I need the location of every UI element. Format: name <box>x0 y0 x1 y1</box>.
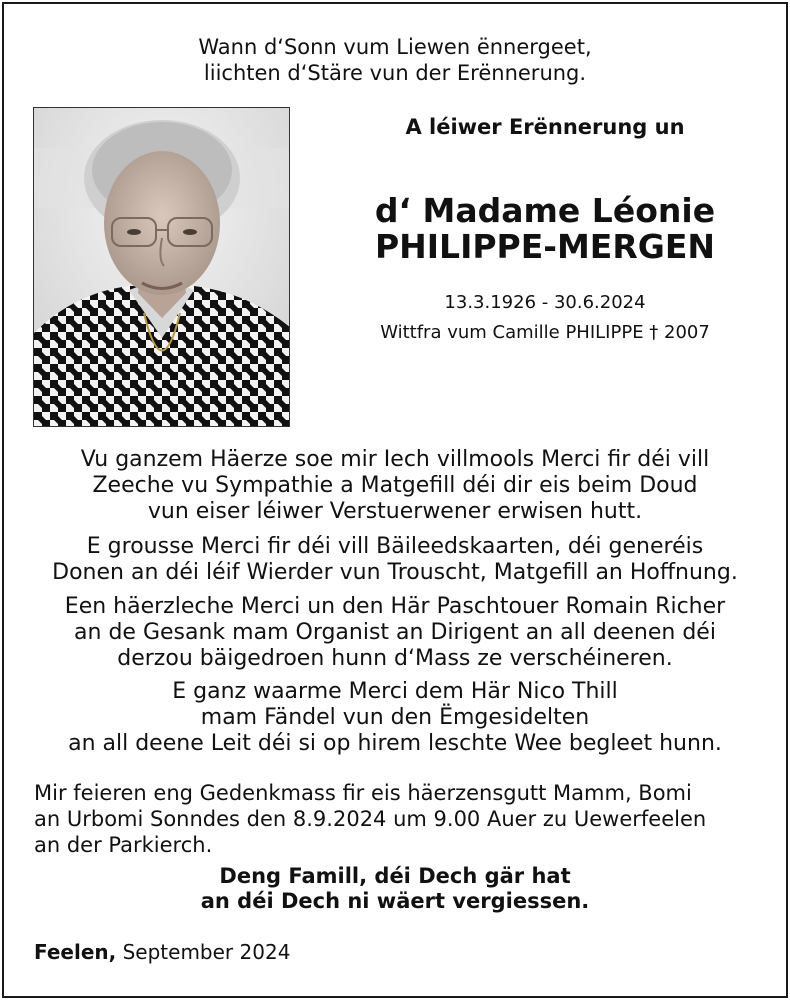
footer-place: Feelen, <box>34 940 117 964</box>
paragraph-line: Mir feieren eng Gedenkmass fir eis häerzensgutt Mamm, Bomi <box>34 781 692 805</box>
paragraph-line: Zeeche vu Sympathie a Matgefill déi dir eis beim Doud <box>92 473 698 498</box>
paragraph-line: an de Gesank mam Organist an Dirigent an all deenen déi <box>74 620 716 645</box>
paragraph-line: an all deene Leit déi si op hirem leschte Wee begleet hunn. <box>68 731 722 756</box>
thanks-paragraph-3 <box>0 594 790 672</box>
deceased-name-line-2: PHILIPPE-MERGEN <box>374 227 716 266</box>
paragraph-line: an der Parkierch. <box>34 833 213 857</box>
thanks-paragraph-4 <box>0 679 790 757</box>
paragraph-line: E grousse Merci fir déi vill Bäileedskaarten, déi generéis <box>86 534 704 559</box>
portrait-illustration <box>34 108 290 427</box>
place-date-footer <box>34 940 290 964</box>
closing-line-2: an déi Dech ni wäert vergiessen. <box>200 889 590 913</box>
paragraph-line: Een häerzleche Merci un den Här Paschtouer Romain Richer <box>64 594 726 619</box>
memorial-mass-paragraph <box>34 780 774 858</box>
paragraph-line: E ganz waarme Merci dem Här Nico Thill <box>172 679 618 704</box>
family-closing <box>0 864 790 914</box>
motto-line-1: Wann d‘Sonn vum Liewen ënnergeet, <box>198 35 592 59</box>
thanks-paragraph-2 <box>0 534 790 586</box>
footer-date: September 2024 <box>122 940 291 964</box>
in-memory-heading: A léiwer Erënnerung un <box>405 115 685 139</box>
portrait-photo <box>33 107 290 427</box>
motto <box>0 34 790 86</box>
paragraph-line: derzou bäigedroen hunn d‘Mass ze verschéineren. <box>117 646 673 671</box>
paragraph-line: Vu ganzem Häerze soe mir Iech villmools Merci fir déi vill <box>80 447 710 472</box>
life-dates: 13.3.1926 - 30.6.2024 <box>444 292 646 313</box>
thanks-paragraph-1 <box>0 447 790 525</box>
closing-line-1: Deng Famill, déi Dech gär hat <box>219 864 571 888</box>
deceased-name-line-1: d‘ Madame Léonie <box>374 191 716 230</box>
paragraph-line: mam Fändel vun den Ëmgesidelten <box>200 705 590 730</box>
motto-line-2: liichten d‘Stäre vun der Erënnerung. <box>203 61 587 85</box>
widow-of-line: Wittfra vum Camille PHILIPPE † 2007 <box>380 322 710 343</box>
paragraph-line: an Urbomi Sonndes den 8.9.2024 um 9.00 Auer zu Uewerfeelen <box>34 807 707 831</box>
paragraph-line: Donen an déi léif Wierder vun Trouscht, Matgefill an Hoffnung. <box>52 560 738 585</box>
paragraph-line: vun eiser léiwer Verstuerwener erwisen hutt. <box>147 499 643 524</box>
